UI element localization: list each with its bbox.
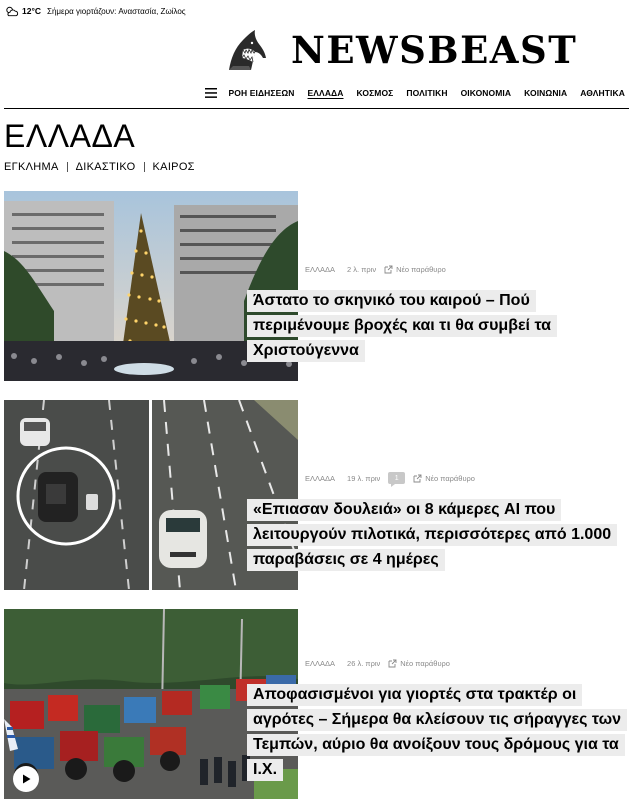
nav-item-world[interactable]: ΚΟΣΜΟΣ [356, 88, 394, 98]
article-card[interactable] [4, 400, 629, 590]
subnav-separator [67, 162, 68, 172]
new-window-icon [388, 659, 397, 668]
page-title: ΕΛΛΑΔΑ [4, 118, 136, 154]
section-subnav [4, 161, 195, 173]
subnav-separator [144, 162, 145, 172]
nav-item-society[interactable]: ΚΟΙΝΩΝΙΑ [524, 88, 568, 98]
article-meta [305, 472, 475, 484]
article-time-ago: 26 λ. πριν [347, 659, 381, 668]
logo-wordmark: NEWSBEAST [291, 27, 578, 72]
article-meta [305, 659, 450, 668]
nav-item-sports[interactable]: ΑΘΛΗΤΙΚΑ [580, 88, 625, 98]
comments-count-badge[interactable]: 1 [388, 472, 405, 484]
header-divider [4, 108, 629, 109]
play-button[interactable] [13, 766, 39, 792]
celebrations-names[interactable]: Αναστασία, Ζωίλος [118, 6, 186, 16]
article-headline[interactable] [247, 288, 629, 363]
site-logo[interactable] [225, 28, 577, 72]
article-time-ago: 2 λ. πριν [347, 265, 377, 274]
nav-item-economy[interactable]: ΟΙΚΟΝΟΜΙΑ [460, 88, 512, 98]
new-window-icon [384, 265, 393, 274]
celebrations-label: Σήμερα γιορτάζουν: [47, 6, 117, 16]
article-category[interactable]: ΕΛΛΑΔΑ [305, 265, 336, 274]
hamburger-icon[interactable] [205, 88, 217, 98]
shark-icon [225, 28, 269, 72]
article-meta [305, 265, 446, 274]
new-window-link[interactable]: Νέο παράθυρο [425, 473, 475, 483]
new-window-icon [413, 474, 422, 483]
new-window-link[interactable]: Νέο παράθυρο [396, 265, 446, 274]
article-headline-text[interactable]: «Επιασαν δουλειά» οι 8 κάμερες AI που λειτουργούν πιλοτικά, περισσότερες από 1.000 παραβάσεις σε 4 ημέρες [247, 499, 617, 571]
subnav-item-judicial[interactable]: ΔΙΚΑΣΤΙΚΟ [75, 161, 136, 173]
new-window-link[interactable]: Νέο παράθυρο [400, 659, 450, 668]
main-nav [205, 85, 625, 101]
article-category[interactable]: ΕΛΛΑΔΑ [305, 659, 336, 668]
subnav-item-weather[interactable]: ΚΑΙΡΟΣ [152, 161, 195, 173]
nav-item-news-feed[interactable]: ΡΟΗ ΕΙΔΗΣΕΩΝ [228, 88, 295, 98]
nav-item-politics[interactable]: ΠΟΛΙΤΙΚΗ [406, 88, 448, 98]
article-headline[interactable] [247, 497, 629, 572]
article-category[interactable]: ΕΛΛΑΔΑ [305, 473, 336, 483]
partly-cloudy-icon [4, 5, 19, 17]
temperature: 12°C [22, 6, 41, 16]
article-headline-text[interactable]: Αποφασισμένοι για γιορτές στα τρακτέρ οι αγρότες – Σήμερα θα κλείσουν τις σήραγγες των Τεμπών, αύριο θα ανοίξουν τους δρόμους για τα Ι.Χ. [247, 684, 627, 781]
article-card[interactable] [4, 609, 629, 799]
article-headline-text[interactable]: Άστατο το σκηνικό του καιρού – Πού περιμένουμε βροχές και τι θα συμβεί τα Χριστούγεννα [247, 290, 557, 362]
subnav-item-crime[interactable]: ΕΓΚΛΗΜΑ [4, 161, 59, 173]
article-headline[interactable] [247, 682, 629, 782]
play-icon [20, 773, 32, 785]
nav-item-greece[interactable]: ΕΛΛΑΔΑ [307, 88, 344, 98]
top-bar [4, 4, 186, 18]
article-card[interactable] [4, 191, 629, 381]
article-time-ago: 19 λ. πριν [347, 473, 381, 483]
